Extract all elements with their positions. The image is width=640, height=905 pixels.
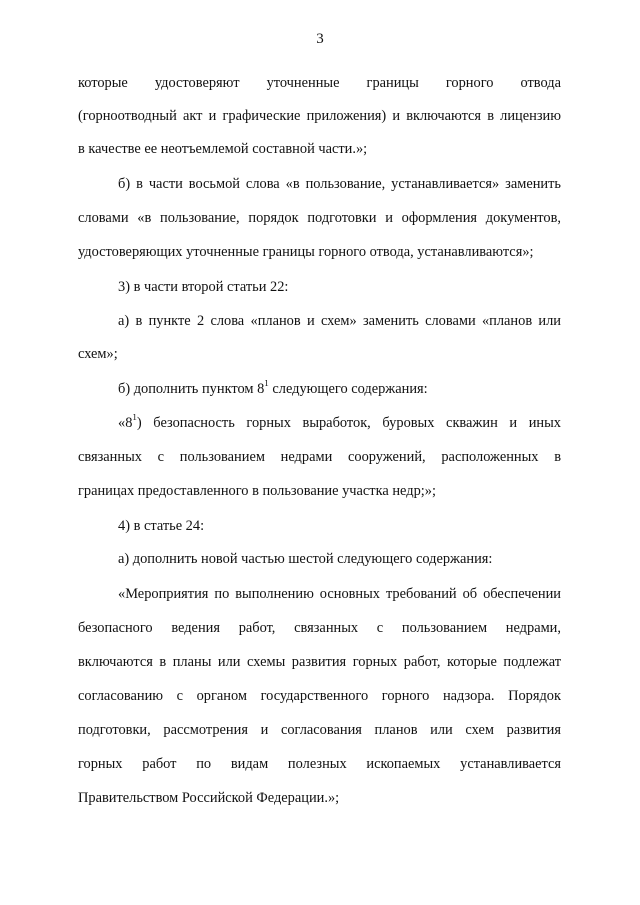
text-line: согласованию с органом государственного горного надзора. Порядок [78,688,561,704]
text-line: 4) в статье 24: [118,518,205,534]
text-line: б) в части восьмой слова «в пользование, устанавливается» заменить [118,176,561,192]
text-line: а) в пункте 2 слова «планов и схем» заменить словами «планов или [118,313,561,329]
page-number: 3 [316,31,324,47]
text-line [118,380,561,398]
text-line: удостоверяющих уточненные границы горного отвода, устанавливаются»; [78,244,534,260]
text-line: схем»; [78,346,118,362]
text-line: Правительством Российской Федерации.»; [78,790,340,806]
text-line: горных работ по видам полезных ископаемых устанавливается [78,756,561,772]
superscript: 1 [132,414,137,423]
text-line: в качестве ее неотъемлемой составной части.»; [78,141,368,157]
text-line: безопасного ведения работ, связанных с пользованием недрами, [78,620,561,636]
text-line: (горноотводный акт и графические приложения) и включаются в лицензию [78,108,561,124]
text-line: которые удостоверяют уточненные границы горного отвода [78,75,561,91]
text-fragment: следующего содержания: [268,381,428,397]
text-line: подготовки, рассмотрения и согласования планов или схем развития [78,722,561,738]
text-line: словами «в пользование, порядок подготовки и оформления документов, [78,210,561,226]
text-line: 3) в части второй статьи 22: [118,279,289,295]
superscript: 1 [264,380,269,389]
text-line: «Мероприятия по выполнению основных требований об обеспечении [118,586,561,602]
text-line: границах предоставленного в пользование участка недр;»; [78,483,436,499]
text-fragment: ) безопасность горных выработок, буровых скважин и иных [136,415,561,431]
text-fragment: «8 [118,415,133,431]
text-line: включаются в планы или схемы развития горных работ, которые подлежат [78,654,561,670]
text-fragment: б) дополнить пунктом 8 [118,381,265,397]
text-line: а) дополнить новой частью шестой следующего содержания: [118,551,493,567]
text-line: связанных с пользованием недрами сооружений, расположенных в [78,449,561,465]
text-line [118,414,561,432]
